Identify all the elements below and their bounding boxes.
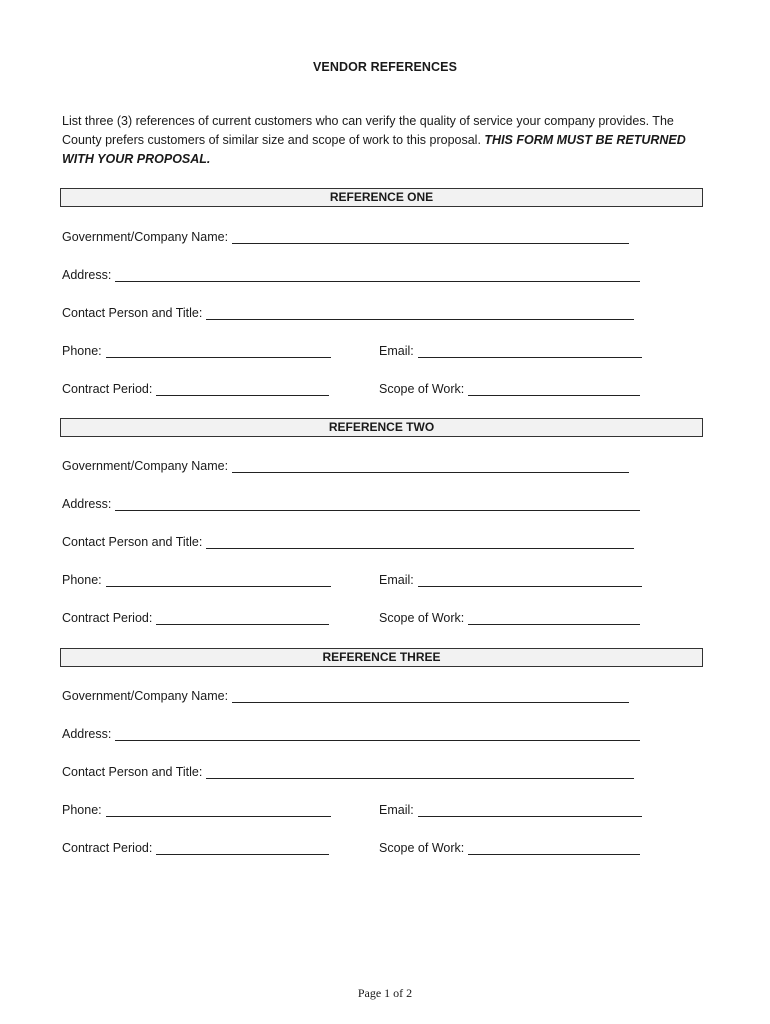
ref2-scope-field <box>379 610 640 625</box>
scope-label: Scope of Work: <box>379 841 465 855</box>
reference-two-header: REFERENCE TWO <box>60 418 703 437</box>
contact-label: Contact Person and Title: <box>62 306 203 320</box>
ref3-email-input[interactable] <box>418 802 642 817</box>
address-label: Address: <box>62 497 112 511</box>
ref3-contract-input[interactable] <box>156 840 329 855</box>
phone-label: Phone: <box>62 573 102 587</box>
ref1-company-input[interactable] <box>232 229 629 244</box>
ref2-email-field <box>379 572 642 587</box>
contact-label: Contact Person and Title: <box>62 535 203 549</box>
ref1-company-field <box>62 229 629 244</box>
ref1-contract-input[interactable] <box>156 381 329 396</box>
ref3-company-field <box>62 688 629 703</box>
ref1-email-input[interactable] <box>418 343 642 358</box>
email-label: Email: <box>379 344 414 358</box>
ref1-scope-field <box>379 381 640 396</box>
ref2-contact-input[interactable] <box>206 534 634 549</box>
reference-three-header: REFERENCE THREE <box>60 648 703 667</box>
ref1-phone-input[interactable] <box>106 343 331 358</box>
phone-label: Phone: <box>62 344 102 358</box>
ref2-contract-input[interactable] <box>156 610 329 625</box>
contract-label: Contract Period: <box>62 382 153 396</box>
ref3-phone-field <box>62 802 331 817</box>
email-label: Email: <box>379 803 414 817</box>
scope-label: Scope of Work: <box>379 611 465 625</box>
address-label: Address: <box>62 727 112 741</box>
email-label: Email: <box>379 573 414 587</box>
ref3-contract-field <box>62 840 329 855</box>
page-title: VENDOR REFERENCES <box>312 60 458 74</box>
reference-one-header: REFERENCE ONE <box>60 188 703 207</box>
ref3-company-input[interactable] <box>232 688 629 703</box>
contract-label: Contract Period: <box>62 841 153 855</box>
ref3-phone-input[interactable] <box>106 802 331 817</box>
instructions-emphasis: THIS FORM MUST BE RETURNED WITH YOUR PROPOSAL. <box>62 133 686 166</box>
ref3-address-field <box>62 726 640 741</box>
ref2-address-field <box>62 496 640 511</box>
ref1-scope-input[interactable] <box>468 381 640 396</box>
ref1-contact-input[interactable] <box>206 305 634 320</box>
ref2-company-input[interactable] <box>232 458 629 473</box>
ref2-phone-field <box>62 572 331 587</box>
scope-label: Scope of Work: <box>379 382 465 396</box>
ref1-phone-field <box>62 343 331 358</box>
ref3-scope-field <box>379 840 640 855</box>
instructions-paragraph <box>62 112 712 169</box>
ref1-address-field <box>62 267 640 282</box>
contact-label: Contact Person and Title: <box>62 765 203 779</box>
company-label: Government/Company Name: <box>62 230 229 244</box>
ref3-contact-input[interactable] <box>206 764 634 779</box>
ref2-scope-input[interactable] <box>468 610 640 625</box>
ref2-contact-field <box>62 534 634 549</box>
ref3-scope-input[interactable] <box>468 840 640 855</box>
ref3-email-field <box>379 802 642 817</box>
ref2-company-field <box>62 458 629 473</box>
company-label: Government/Company Name: <box>62 689 229 703</box>
ref3-address-input[interactable] <box>115 726 640 741</box>
ref2-address-input[interactable] <box>115 496 640 511</box>
page-number: Page 1 of 2 <box>357 986 413 1000</box>
contract-label: Contract Period: <box>62 611 153 625</box>
company-label: Government/Company Name: <box>62 459 229 473</box>
ref2-phone-input[interactable] <box>106 572 331 587</box>
phone-label: Phone: <box>62 803 102 817</box>
ref2-contract-field <box>62 610 329 625</box>
ref2-email-input[interactable] <box>418 572 642 587</box>
ref1-address-input[interactable] <box>115 267 640 282</box>
ref1-contract-field <box>62 381 329 396</box>
ref1-contact-field <box>62 305 634 320</box>
ref3-contact-field <box>62 764 634 779</box>
address-label: Address: <box>62 268 112 282</box>
instructions-text: List three (3) references of current customers who can verify the quality of service your company provides. The County prefers customers of similar size and scope of work to this proposal. <box>62 114 674 147</box>
ref1-email-field <box>379 343 642 358</box>
